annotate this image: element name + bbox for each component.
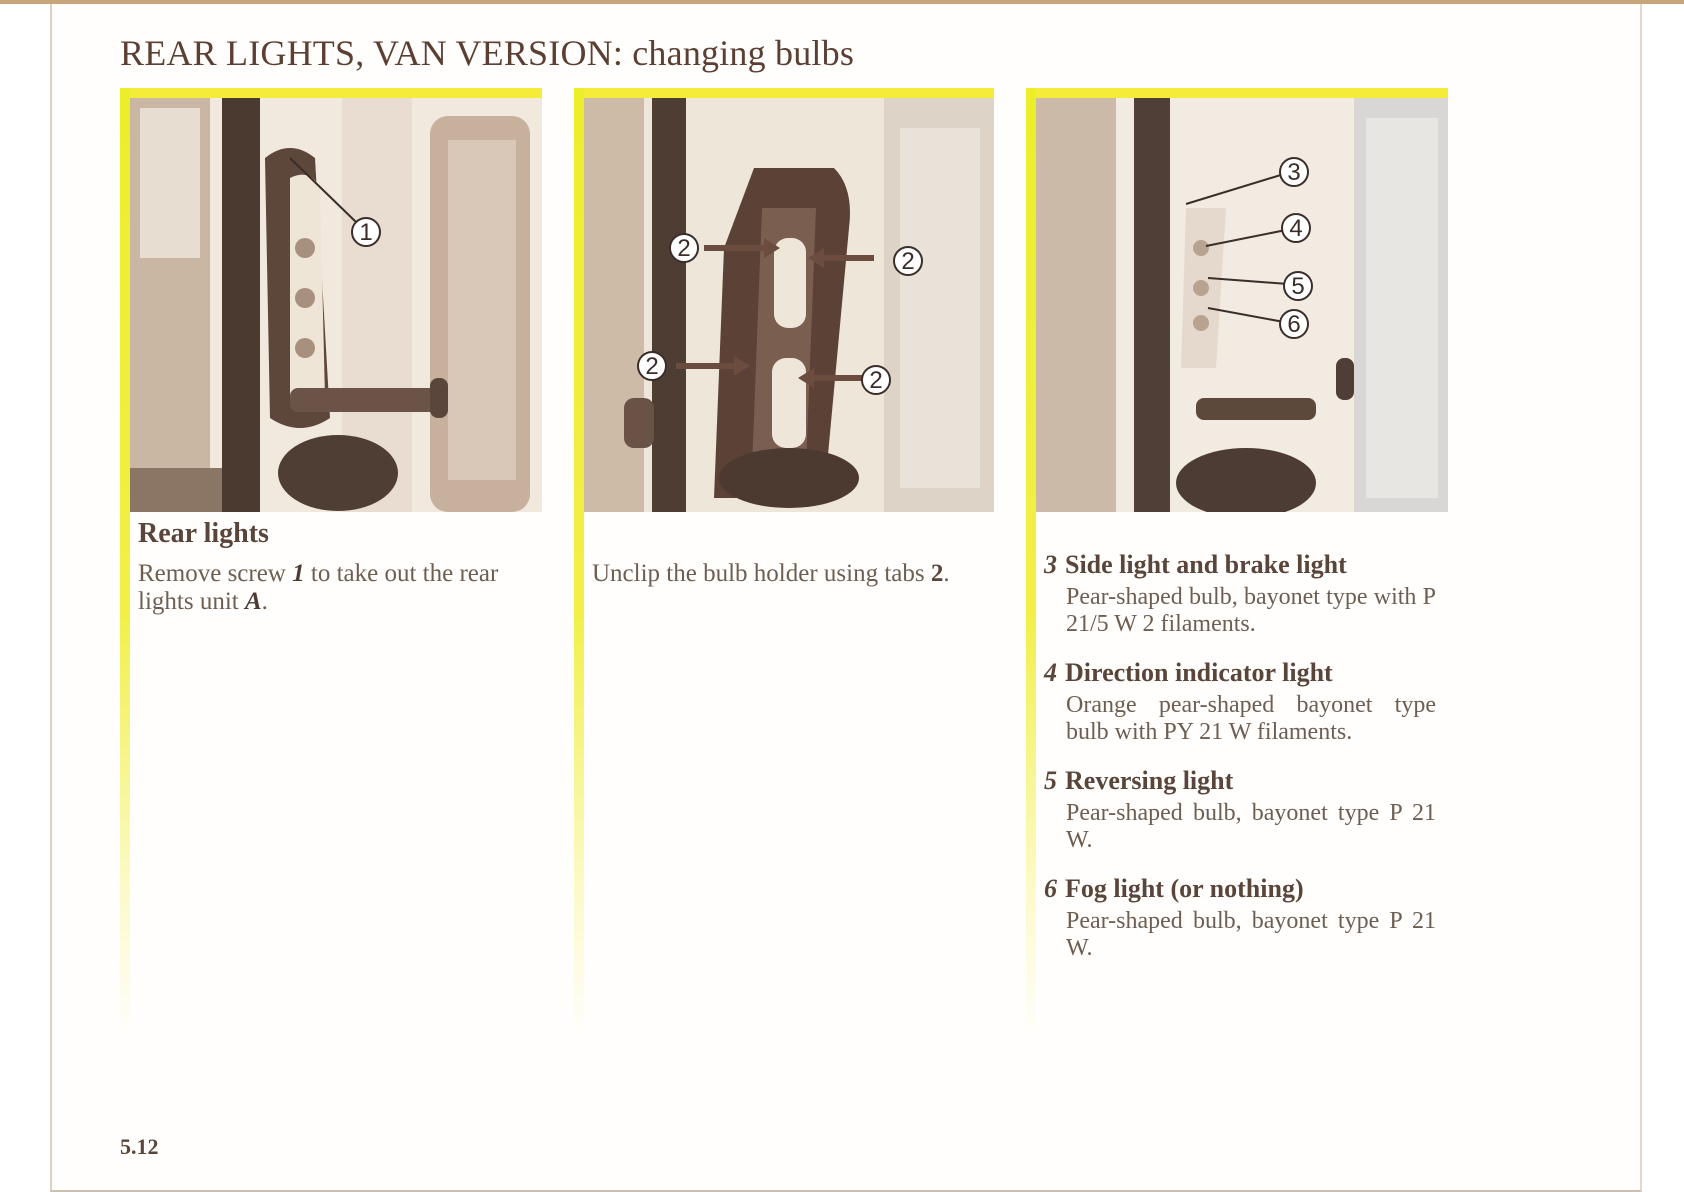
callout-4: 4 [1289, 215, 1303, 242]
callout-1: 1 [359, 219, 373, 246]
photo-rear-lights-unit-drawing [130, 98, 542, 512]
accent-bar-top-3 [1026, 88, 1448, 98]
panel-2-text-a: Unclip the bulb holder using tabs [592, 560, 931, 587]
page-title: REAR LIGHTS, VAN VERSION: changing bulbs [120, 33, 855, 73]
ref-tabs-2: 2 [930, 560, 944, 587]
item-title-3: Side light and brake light [1065, 550, 1347, 579]
item-number-5: 5 [1044, 766, 1057, 795]
panel-2-text-b: . [943, 560, 950, 587]
callout-5: 5 [1291, 273, 1305, 300]
item-text-3: Pear-shaped bulb, bayonet type with P 21/5 W 2 filaments. [1066, 584, 1436, 637]
accent-bar-side-2 [574, 88, 584, 1038]
page-number: 5.12 [120, 1134, 159, 1159]
item-text-6: Pear-shaped bulb, bayonet type P 21 W. [1066, 908, 1436, 961]
item-heading-4 [1044, 658, 1333, 688]
callout-2-bottom-right: 2 [869, 367, 883, 394]
item-heading-3 [1044, 550, 1347, 580]
item-heading-5 [1044, 766, 1233, 796]
accent-bar-side-1 [120, 88, 130, 1038]
photo-bulb-holder-drawing [584, 98, 994, 512]
item-title-6: Fog light (or nothing) [1065, 874, 1304, 903]
item-number-3: 3 [1044, 550, 1057, 579]
item-number-6: 6 [1044, 874, 1057, 903]
callout-3: 3 [1287, 159, 1301, 186]
item-number-4: 4 [1044, 658, 1057, 687]
section-heading-rear-lights: Rear lights [138, 518, 269, 549]
photo-rear-lights-unit [130, 98, 542, 512]
panel-1-text-b: to take out the rear lights unit [138, 560, 499, 615]
panel-1-instructions [138, 560, 538, 616]
accent-bar-side-3 [1026, 88, 1036, 1038]
callout-2-top-left: 2 [677, 235, 691, 262]
item-text-4: Orange pear-shaped bayonet type bulb with PY 21 W filaments. [1066, 692, 1436, 745]
photo-bulb-holder [584, 98, 994, 512]
ref-unit-a: A [244, 588, 262, 615]
item-text-5: Pear-shaped bulb, bayonet type P 21 W. [1066, 800, 1436, 853]
item-heading-6 [1044, 874, 1304, 904]
panel-1-text-a: Remove screw [138, 560, 293, 587]
panel-1-text-c: . [261, 588, 268, 615]
item-title-4: Direction indicator light [1065, 658, 1333, 687]
accent-bar-top-2 [574, 88, 994, 98]
photo-bulb-positions-drawing [1036, 98, 1448, 512]
callout-2-bottom-left: 2 [645, 353, 659, 380]
ref-screw-1: 1 [292, 560, 305, 587]
item-title-5: Reversing light [1065, 766, 1234, 795]
manual-page [50, 4, 1642, 1192]
accent-bar-top-1 [120, 88, 542, 98]
callout-6: 6 [1287, 311, 1301, 338]
photo-bulb-positions [1036, 98, 1448, 512]
panel-2-instructions [592, 560, 992, 588]
callout-2-top-right: 2 [901, 248, 915, 275]
